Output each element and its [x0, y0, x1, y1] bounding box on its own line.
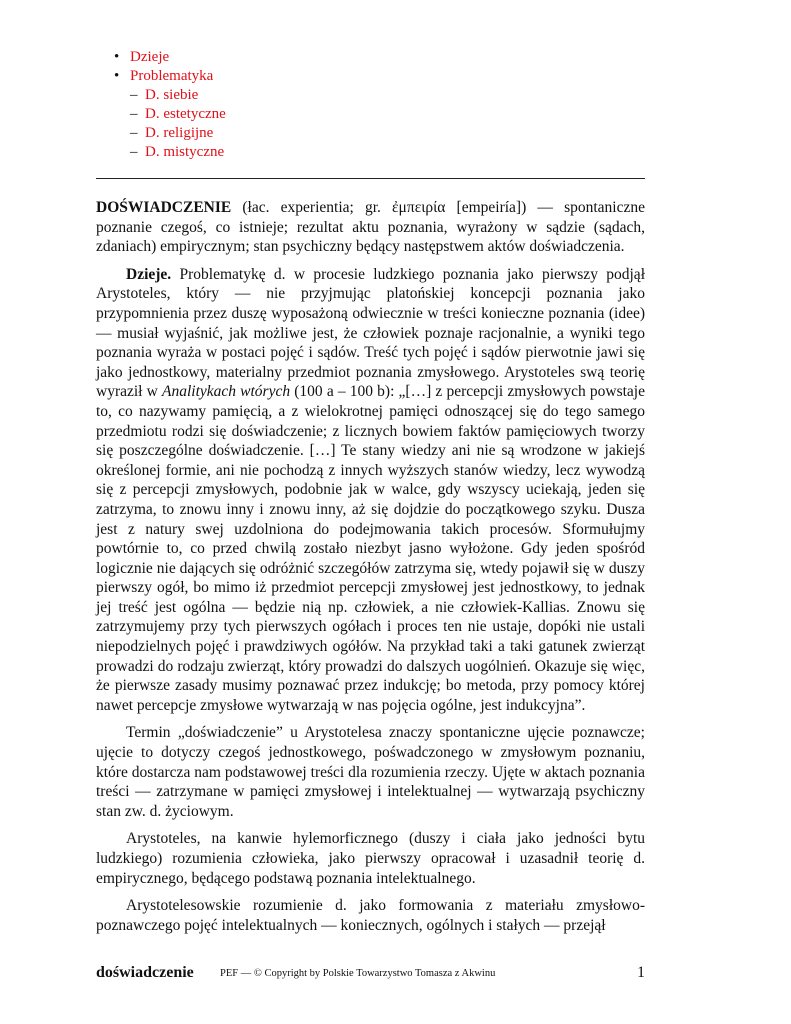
toc-subitem-d-mistyczne[interactable] [114, 143, 226, 162]
definition-text: (łac. experientia; gr. ἐμπειρία [empeiría]) — spontaniczne poznanie czegoś, co istnieje; rezultat aktu poznania, wyrażony w sądzie (sądach, zdaniach) empirycznym; stan psychiczny będący następstwem aktów doświadczenia. [96, 199, 645, 256]
toc-link-d-siebie[interactable]: D. siebie [145, 87, 199, 103]
article-body [96, 198, 645, 943]
toc-subitem-d-estetyczne[interactable] [114, 105, 226, 124]
table-of-contents [114, 48, 226, 162]
aristotle-paragraph: Arystoteles, na kanwie hylemorficznego (duszy i ciała jako jedności bytu ludzkiego) rozumienia człowieka, jako pierwszy opracował i uzasadnił teorię d. empirycznego, będącego podstawą poznania intelektualnego. [96, 830, 645, 887]
toc-link-problematyka[interactable]: Problematyka [130, 68, 214, 84]
page-number: 1 [637, 964, 645, 981]
toc-link-d-religijne[interactable]: D. religijne [145, 125, 214, 141]
toc-link-d-mistyczne[interactable]: D. mistyczne [145, 144, 225, 160]
continuation-paragraph: Arystotelesowskie rozumienie d. jako formowania z materiału zmysłowopoznawczego pojęć intelektualnych — koniecznych, ogólnych i stałych — przejął [96, 897, 645, 934]
term-paragraph: Termin „doświadczenie” u Arystotelesa znaczy spontaniczne ujęcie poznawcze; ujęcie to dotyczy czegoś jednostkowego, pośwadczonego w zmysłowym poznaniu, które dostarcza nam podstawowej treści dla rozumienia rzeczy. Ujęte w aktach poznania treści — zatrzymane w pamięci zmysłowej i intelektualnej — wytwarzają psychiczny stan zw. d. życiowym. [96, 724, 645, 820]
toc-subitem-d-siebie[interactable] [114, 86, 226, 105]
section-title: Dzieje. [126, 265, 172, 283]
copyright-notice: PEF — © Copyright by Polskie Towarzystwo Tomasza z Akwinu [220, 968, 496, 979]
toc-subitem-d-religijne[interactable] [114, 124, 226, 143]
page-footer [96, 964, 645, 986]
toc-item-dzieje[interactable] [114, 48, 226, 67]
history-paragraph [96, 265, 645, 716]
toc-link-dzieje[interactable]: Dzieje [130, 49, 170, 65]
running-title: doświadczenie [96, 964, 194, 981]
toc-item-problematyka[interactable] [114, 67, 226, 86]
horizontal-divider [96, 178, 645, 179]
definition-paragraph [96, 198, 645, 257]
work-title: Analitykach wtórych [161, 383, 291, 401]
history-text-part2: (100 a – 100 b): „[…] z percepcji zmysłowych powstaje to, co nazywamy pamięcią, a z wielokrotnej pamięci odnoszącej się do tego samego przedmiotu rodzi się doświadczenie; z licznych bowiem faktów pamięciowych tworzy się poszczególne doświadczenie. […] Te stany wiedzy ani nie są wrodzone w jakiejś określonej formie, ani nie pochodzą z innych wyższych stanów wiedzy, lecz wywodzą się z percepcji zmysłowych, podobnie jak w walce, gdy wszyscy uciekają, jeden się zatrzyma, to znowu inny i znowu inny, aż się dojdzie do początkowego szyku. Dusza jest z natury swej uzdolniona do podejmowania takich procesów. Sformułujmy powtórnie to, co przed chwilą zostało niezbyt jasno wyłożone. Gdy jeden spośród logicznie nie dających się odróżnić szczegółów zatrzyma się, wtedy pojawił się w duszy pierwszy ogół, bo mimo iż przedmiot percepcji zmysłowej jest jednostkowy, to jednak jej treść jest ogólna — będzie nią np. człowiek, a nie człowiek-Kallias. Znowu się zatrzymujemy przy tych pierwszych ogółach i proces ten nie ustaje, dopóki nie ustali niepodzielnych pojęć i prawdziwych ogółów. Na przykład taki a taki gatunek zwierząt prowadzi do rodzaju zwierząt, który prowadzi do dalszych uogólnień. Okazuje się więc, że pierwsze zasady musimy poznawać przez indukcję; bo metoda, przy pomocy której nawet percepcje zmysłowe wytwarzają w nas pojęcia ogólne, jest indukcyjna”. [96, 383, 645, 714]
headword: DOŚWIADCZENIE [96, 199, 232, 216]
toc-link-d-estetyczne[interactable]: D. estetyczne [145, 106, 226, 122]
history-text-part1: Problematykę d. w procesie ludzkiego poznania jako pierwszy podjął Arystoteles, który — nie przyjmując platońskiej koncepcji poznania jako przypomnienia przez duszę wyposażoną odwiecznie w treści konieczne poznania (idee) — musiał wyjaśnić, jak możliwe jest, że człowiek poznaje racjonalnie, a wyniki tego poznania wyraża w postaci pojęć i sądów. Treść tych pojęć i sądów pierwotnie jawi się jako jednostkowy, materialny przedmiot poznania zmysłowego. Arystoteles swą teorię wyraził w [96, 265, 645, 401]
